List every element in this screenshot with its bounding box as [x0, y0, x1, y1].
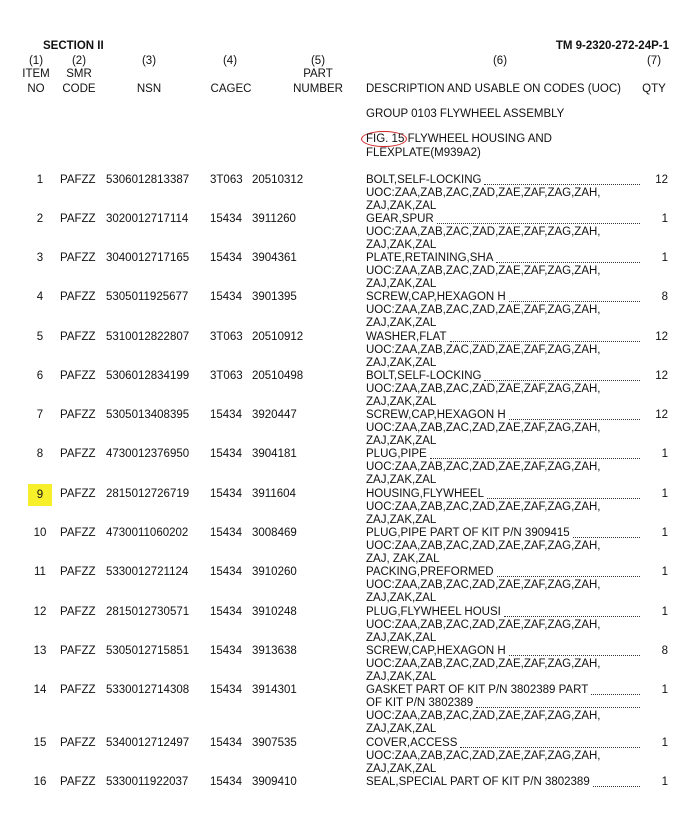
col-item-num: (1) [28, 55, 44, 67]
nsn: 5305013408395 [106, 409, 190, 421]
item-no: 16 [33, 776, 47, 788]
smr-code: PAFZZ [60, 370, 96, 382]
part-number: 3907535 [252, 737, 297, 749]
quantity: 1 [661, 213, 668, 225]
col-part-label-2: NUMBER [293, 83, 343, 95]
description-line: PACKING,PREFORMED [366, 566, 494, 578]
item-no: 5 [36, 331, 44, 343]
col-nsn-num: (3) [141, 55, 157, 67]
nsn: 2815012726719 [106, 488, 190, 500]
item-no: 14 [33, 684, 47, 696]
cagec: 15434 [210, 527, 242, 539]
cagec: 15434 [210, 409, 242, 421]
figure-title [366, 133, 552, 146]
col-cagec-label: CAGEC [210, 83, 252, 95]
smr-code: PAFZZ [60, 684, 96, 696]
cagec: 15434 [210, 448, 242, 460]
item-no: 8 [36, 448, 44, 460]
description-line: PLUG,PIPE [366, 448, 427, 460]
item-no: 9 [28, 484, 52, 506]
item-no: 12 [33, 606, 47, 618]
smr-code: PAFZZ [60, 409, 96, 421]
cagec: 15434 [210, 566, 242, 578]
part-number: 3008469 [252, 527, 297, 539]
item-no: 13 [33, 645, 47, 657]
uoc-line: UOC:ZAA,ZAB,ZAC,ZAD,ZAE,ZAF,ZAG,ZAH, [366, 422, 601, 434]
description-line: SCREW,CAP,HEXAGON H [366, 291, 506, 303]
description-line: PLUG,PIPE PART OF KIT P/N 3909415 [366, 527, 570, 539]
cagec: 15434 [210, 737, 242, 749]
item-no: 3 [36, 252, 44, 264]
uoc-line: UOC:ZAA,ZAB,ZAC,ZAD,ZAE,ZAF,ZAG,ZAH, [366, 344, 601, 356]
cagec: 15434 [210, 488, 242, 500]
cagec: 15434 [210, 776, 242, 788]
cagec: 15434 [210, 291, 242, 303]
dot-leader [437, 223, 640, 224]
nsn: 5306012834199 [106, 370, 190, 382]
uoc-line: UOC:ZAA,ZAB,ZAC,ZAD,ZAE,ZAF,ZAG,ZAH, [366, 501, 601, 513]
part-number: 3913638 [252, 645, 297, 657]
col-part-num: (5) [310, 55, 326, 67]
nsn: 5306012813387 [106, 174, 190, 186]
col-cagec-num: (4) [222, 55, 238, 67]
item-no: 10 [33, 527, 47, 539]
dot-leader [496, 262, 640, 263]
col-part-label: PART [303, 68, 333, 80]
uoc-line: UOC:ZAA,ZAB,ZAC,ZAD,ZAE,ZAF,ZAG,ZAH, [366, 619, 601, 631]
uoc-line: ZAJ, ZAK,ZAL [366, 553, 440, 565]
uoc-line: ZAJ,ZAK,ZAL [366, 763, 437, 775]
item-no: 15 [33, 737, 47, 749]
uoc-line: ZAJ,ZAK,ZAL [366, 632, 437, 644]
section-title: SECTION II [43, 40, 104, 52]
uoc-line: UOC:ZAA,ZAB,ZAC,ZAD,ZAE,ZAF,ZAG,ZAH, [366, 540, 601, 552]
nsn: 3040012717165 [106, 252, 190, 264]
description-line: SCREW,CAP,HEXAGON H [366, 645, 506, 657]
description-line: SCREW,CAP,HEXAGON H [366, 409, 506, 421]
part-number: 3911604 [252, 488, 296, 500]
nsn: 5330011922037 [106, 776, 189, 788]
dot-leader [509, 419, 640, 420]
nsn: 5330012721124 [106, 566, 189, 578]
smr-code: PAFZZ [60, 448, 96, 460]
uoc-line: ZAJ,ZAK,ZAL [366, 723, 437, 735]
smr-code: PAFZZ [60, 737, 96, 749]
dot-leader [509, 301, 640, 302]
quantity: 12 [655, 331, 668, 343]
dot-leader [450, 341, 640, 342]
uoc-line: UOC:ZAA,ZAB,ZAC,ZAD,ZAE,ZAF,ZAG,ZAH, [366, 187, 601, 199]
part-number: 20510312 [252, 174, 304, 186]
description-line: GASKET PART OF KIT P/N 3802389 PART [366, 684, 589, 696]
quantity: 1 [661, 488, 668, 500]
uoc-line: UOC:ZAA,ZAB,ZAC,ZAD,ZAE,ZAF,ZAG,ZAH, [366, 750, 601, 762]
nsn: 5305012715851 [106, 645, 190, 657]
quantity: 12 [655, 409, 668, 421]
col-qty-label: QTY [642, 83, 666, 95]
col-smr-num: (2) [71, 55, 87, 67]
item-no: 7 [36, 409, 44, 421]
uoc-line: ZAJ,ZAK,ZAL [366, 239, 437, 251]
cagec: 3T063 [210, 174, 243, 186]
dot-leader [509, 655, 640, 656]
smr-code: PAFZZ [60, 606, 96, 618]
figure-title-line2: FLEXPLATE(M939A2) [366, 147, 481, 159]
quantity: 1 [661, 252, 668, 264]
col-nsn-label: NSN [136, 83, 162, 95]
smr-code: PAFZZ [60, 776, 96, 788]
col-desc-label: DESCRIPTION AND USABLE ON CODES (UOC) [366, 83, 621, 95]
item-no: 11 [34, 566, 46, 578]
uoc-line: UOC:ZAA,ZAB,ZAC,ZAD,ZAE,ZAF,ZAG,ZAH, [366, 658, 601, 670]
uoc-line: ZAJ,ZAK,ZAL [366, 514, 437, 526]
part-number: 3904361 [252, 252, 297, 264]
dot-leader [487, 498, 640, 499]
quantity: 1 [661, 448, 668, 460]
part-number: 3901395 [252, 291, 297, 303]
description-line: BOLT,SELF-LOCKING [366, 174, 482, 186]
cagec: 15434 [210, 213, 242, 225]
smr-code: PAFZZ [60, 252, 96, 264]
smr-code: PAFZZ [60, 566, 96, 578]
uoc-line: ZAJ,ZAK,ZAL [366, 671, 437, 683]
nsn: 5310012822807 [106, 331, 190, 343]
uoc-line: ZAJ,ZAK,ZAL [366, 200, 437, 212]
quantity: 1 [661, 606, 668, 618]
cagec: 3T063 [210, 331, 243, 343]
col-smr-label: SMR [66, 68, 92, 80]
description-line: PLATE,RETAINING,SHA [366, 252, 494, 264]
item-no: 1 [36, 174, 44, 186]
group-title: GROUP 0103 FLYWHEEL ASSEMBLY [366, 108, 565, 120]
part-number: 3904181 [252, 448, 297, 460]
quantity: 12 [655, 370, 668, 382]
uoc-line: UOC:ZAA,ZAB,ZAC,ZAD,ZAE,ZAF,ZAG,ZAH, [366, 461, 601, 473]
dot-leader [484, 184, 640, 185]
quantity: 8 [661, 291, 668, 303]
part-number: 20510912 [252, 331, 304, 343]
tm-number: TM 9-2320-272-24P-1 [555, 40, 669, 52]
uoc-line: ZAJ,ZAK,ZAL [366, 396, 437, 408]
dot-leader [460, 747, 640, 748]
description-line: BOLT,SELF-LOCKING [366, 370, 482, 382]
cagec: 15434 [210, 645, 242, 657]
col-smr-label-2: CODE [62, 83, 96, 95]
nsn: 3020012717114 [106, 213, 189, 225]
uoc-line: UOC:ZAA,ZAB,ZAC,ZAD,ZAE,ZAF,ZAG,ZAH, [366, 226, 601, 238]
uoc-line: UOC:ZAA,ZAB,ZAC,ZAD,ZAE,ZAF,ZAG,ZAH, [366, 304, 601, 316]
smr-code: PAFZZ [60, 645, 96, 657]
quantity: 1 [661, 776, 668, 788]
uoc-line: ZAJ,ZAK,ZAL [366, 278, 437, 290]
nsn: 4730011060202 [106, 527, 189, 539]
smr-code: PAFZZ [60, 174, 96, 186]
smr-code: PAFZZ [60, 213, 96, 225]
part-number: 3910248 [252, 606, 297, 618]
quantity: 12 [655, 174, 668, 186]
nsn: 5305011925677 [106, 291, 189, 303]
uoc-line: UOC:ZAA,ZAB,ZAC,ZAD,ZAE,ZAF,ZAG,ZAH, [366, 710, 601, 722]
col-desc-num: (6) [492, 55, 508, 67]
uoc-line: UOC:ZAA,ZAB,ZAC,ZAD,ZAE,ZAF,ZAG,ZAH, [366, 579, 601, 591]
cagec: 15434 [210, 252, 242, 264]
cagec: 3T063 [210, 370, 243, 382]
figure-ref: FIG. 15 [366, 133, 405, 145]
uoc-line: ZAJ,ZAK,ZAL [366, 357, 437, 369]
description-line: COVER,ACCESS [366, 737, 458, 749]
uoc-line: ZAJ,ZAK,ZAL [366, 317, 437, 329]
nsn: 5330012714308 [106, 684, 190, 696]
nsn: 5340012712497 [106, 737, 190, 749]
uoc-line: ZAJ,ZAK,ZAL [366, 474, 437, 486]
item-no: 2 [36, 213, 44, 225]
uoc-line: ZAJ,ZAK,ZAL [366, 435, 437, 447]
dot-leader [484, 380, 640, 381]
part-number: 3911260 [252, 213, 296, 225]
col-item-label-2: NO [27, 83, 45, 95]
description-line: PLUG,FLYWHEEL HOUSI [366, 606, 501, 618]
description-line: GEAR,SPUR [366, 213, 434, 225]
smr-code: PAFZZ [60, 291, 96, 303]
smr-code: PAFZZ [60, 331, 96, 343]
nsn: 4730012376950 [106, 448, 190, 460]
description-line: OF KIT P/N 3802389 [366, 697, 474, 709]
description-line: WASHER,FLAT [366, 331, 447, 343]
cagec: 15434 [210, 684, 242, 696]
uoc-line: ZAJ,ZAK,ZAL [366, 592, 437, 604]
figure-title-line1: FLYWHEEL HOUSING AND [407, 133, 552, 145]
cagec: 15434 [210, 606, 242, 618]
quantity: 1 [661, 527, 668, 539]
dot-leader [504, 616, 640, 617]
col-qty-num: (7) [646, 55, 662, 67]
dot-leader [476, 707, 640, 708]
quantity: 1 [661, 684, 668, 696]
uoc-line: UOC:ZAA,ZAB,ZAC,ZAD,ZAE,ZAF,ZAG,ZAH, [366, 265, 601, 277]
item-no: 6 [36, 370, 44, 382]
smr-code: PAFZZ [60, 488, 96, 500]
part-number: 3910260 [252, 566, 297, 578]
part-number: 3909410 [252, 776, 297, 788]
quantity: 1 [661, 737, 668, 749]
description-line: HOUSING,FLYWHEEL [366, 488, 484, 500]
dot-leader [430, 458, 640, 459]
part-number: 3920447 [252, 409, 297, 421]
part-number: 3914301 [252, 684, 297, 696]
description-line: SEAL,SPECIAL PART OF KIT P/N 3802389 [366, 776, 590, 788]
item-no: 4 [36, 291, 44, 303]
quantity: 8 [661, 645, 668, 657]
col-item-label: ITEM [22, 68, 50, 80]
dot-leader [497, 576, 640, 577]
part-number: 20510498 [252, 370, 304, 382]
smr-code: PAFZZ [60, 527, 96, 539]
quantity: 1 [661, 566, 668, 578]
nsn: 2815012730571 [106, 606, 190, 618]
uoc-line: UOC:ZAA,ZAB,ZAC,ZAD,ZAE,ZAF,ZAG,ZAH, [366, 383, 601, 395]
